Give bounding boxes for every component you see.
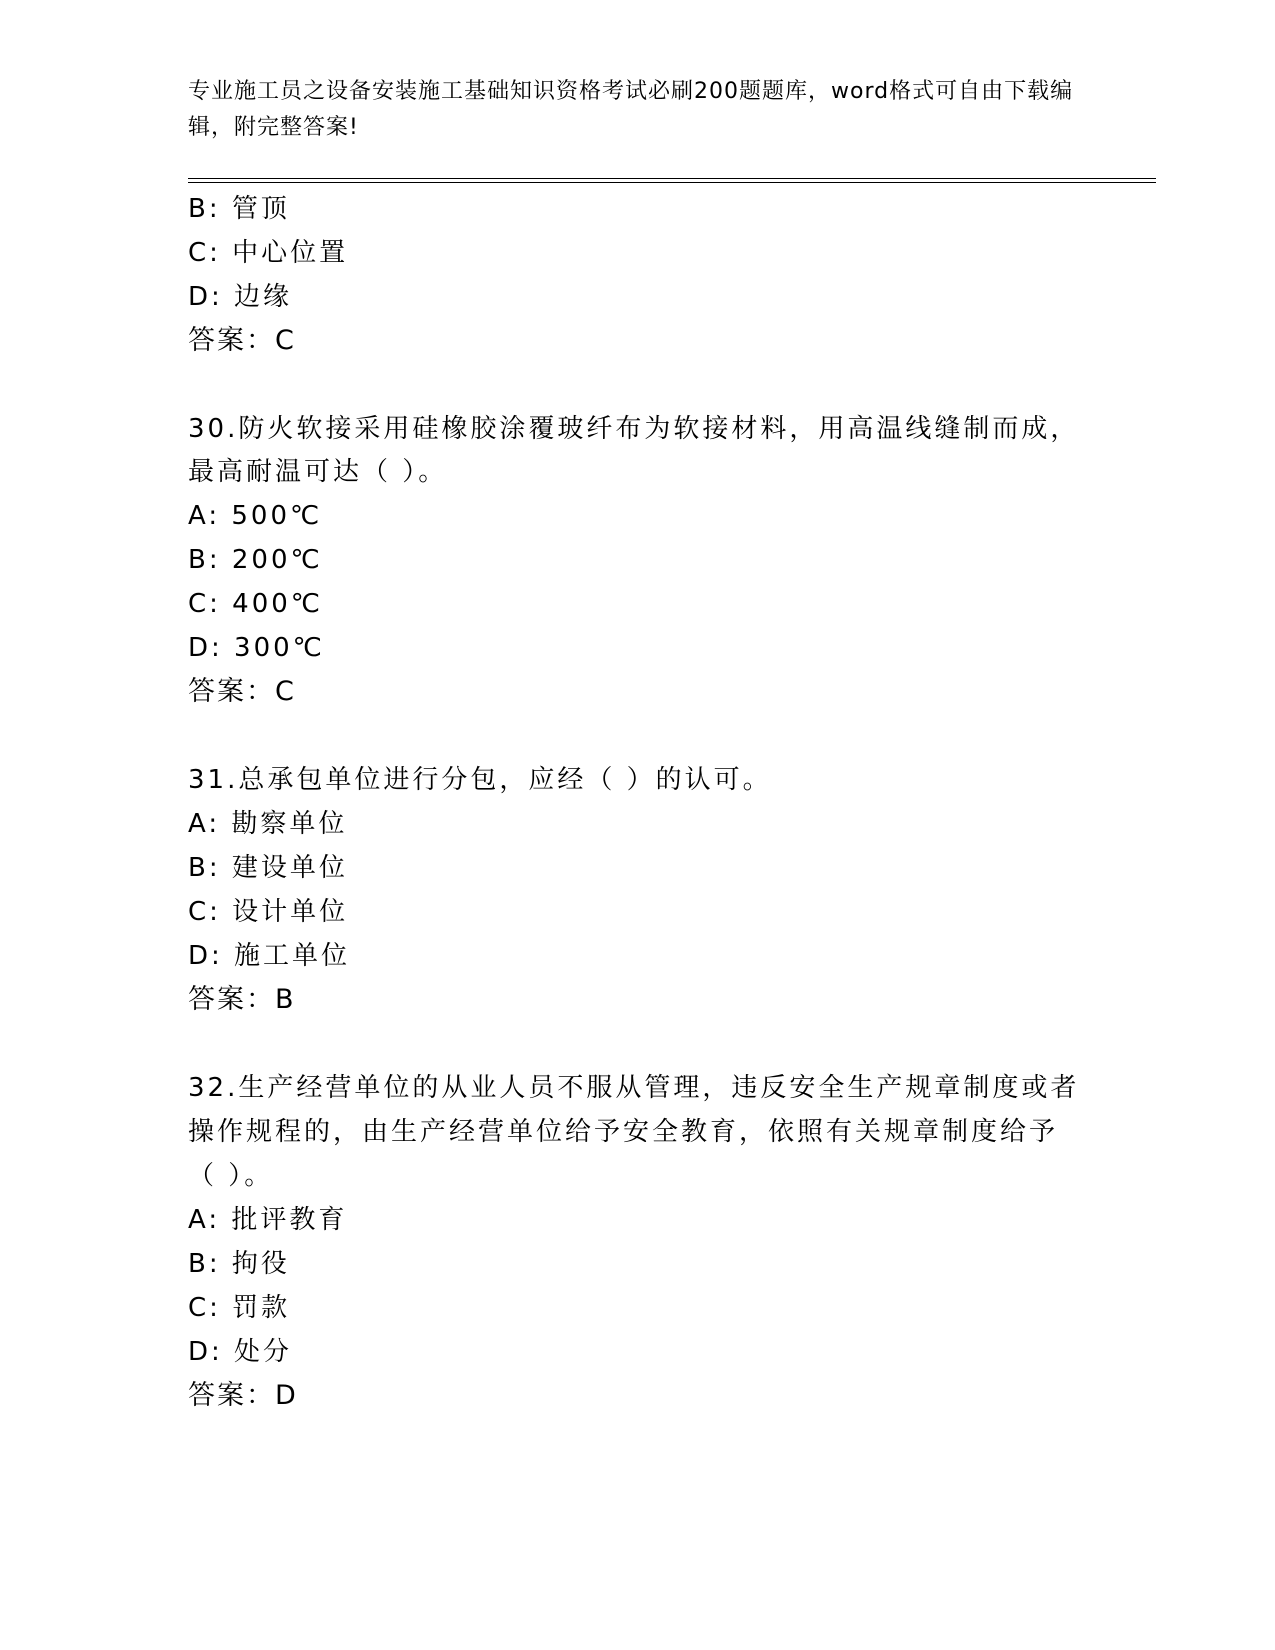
q30-option-c: C: 400℃ [188,589,324,619]
q29-option-b: B: 管顶 [188,194,290,224]
q32-option-c: C: 罚款 [188,1293,291,1323]
q31-answer: 答案：B [188,984,296,1015]
q29-option-c: C: 中心位置 [188,238,349,268]
q30-stem-line-2: 最高耐温可达（ ）。 [188,457,448,487]
q31-option-c: C: 设计单位 [188,897,349,927]
q31-option-d: D: 施工单位 [188,941,351,971]
q31-stem-line-1: 31.总承包单位进行分包，应经（ ）的认可。 [188,765,772,795]
q29-answer: 答案：C [188,325,296,356]
q32-option-b: B: 拘役 [188,1249,290,1279]
q30-stem-line-1: 30.防火软接采用硅橡胶涂覆玻纤布为软接材料，用高温线缝制而成， [188,414,1080,444]
q30-option-b: B: 200℃ [188,545,323,575]
q32-stem-line-2: 操作规程的，由生产经营单位给予安全教育，依照有关规章制度给予 [188,1117,1059,1147]
q30-option-d: D: 300℃ [188,633,325,663]
q32-stem-line-1: 32.生产经营单位的从业人员不服从管理，违反安全生产规章制度或者 [188,1073,1080,1103]
q31-option-a: A: 勘察单位 [188,809,348,839]
q32-option-d: D: 处分 [188,1337,293,1367]
q32-answer: 答案：D [188,1380,298,1411]
q30-option-a: A: 500℃ [188,501,323,531]
q30-answer: 答案：C [188,676,296,707]
header-divider [188,178,1156,183]
q29-option-d: D: 边缘 [188,282,293,312]
q32-option-a: A: 批评教育 [188,1205,348,1235]
document-header-title: 专业施工员之设备安装施工基础知识资格考试必刷200题题库，word格式可自由下载编辑，附完整答案! [188,79,1074,140]
q32-stem-line-3: （ ）。 [188,1161,274,1191]
q31-option-b: B: 建设单位 [188,853,348,883]
